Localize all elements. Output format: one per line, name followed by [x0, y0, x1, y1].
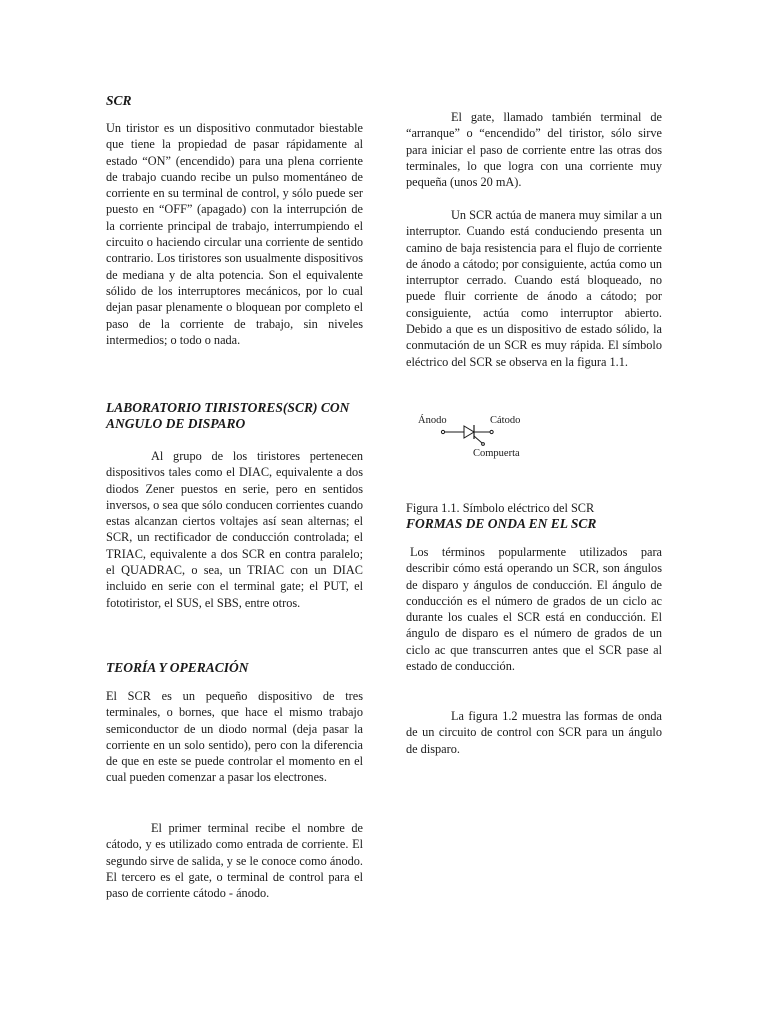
gate-label: Compuerta: [473, 448, 520, 459]
paragraph-interruptor: Un SCR actúa de manera muy similar a un interruptor. Cuando está conduciendo presenta un camino de baja resistencia para el flujo de corriente de ánodo a cátodo; por consiguiente, actúa como un interruptor cerrado. Cuando está bloqueado, no puede fluir corriente de ánodo a cátodo; por consiguiente, actúa como interruptor abierto. Debido a que es un dispositivo de estado sólido, la conmutación de un SCR es muy rápida. El símbolo eléctrico del SCR se observa en la figura 1.1.: [406, 208, 662, 369]
anode-label: Ánodo: [418, 415, 447, 426]
paragraph-teoria-1: El SCR es un pequeño dispositivo de tres terminales, o bornes, que hace el mismo trabajo semiconductor de un diodo normal (deja pasar la corriente en un solo sentido), pero con la diferencia de que en este se puede controlar el momento en el cual pueden comenzar a pasar los electrones.: [106, 689, 363, 785]
paragraph-laboratorio: Al grupo de los tiristores pertenecen dispositivos tales como el DIAC, equivalente a dos diodos Zener puestos en serie, pero en sentidos inversos, o sea que sólo conducen corrientes cuando estas alcanzan ciertos voltajes así sean alternas; el SCR, un rectificador de conducción controlada; el TRIAC, equivalente a dos SCR en contra paralelo; el QUADRAC, o sea, un TRIAC con un DIAC incluido en serie con el terminal gate; el PUT, el fototiristor, el SUS, el SBS, entre otros.: [106, 449, 363, 610]
scr-symbol-figure: [410, 412, 540, 462]
paragraph-gate: El gate, llamado también terminal de “arranque” o “encendido” del tiristor, sólo sirve para iniciar el paso de corriente entre las otras dos terminales, lo que logra con una corriente muy pequeña (unos 20 mA).: [406, 110, 662, 190]
paragraph-scr-intro: Un tiristor es un dispositivo conmutador biestable que tiene la propiedad de pasar rápidamente al estado “ON” (encendido) para una plena corriente de trabajo cuando recibe un pulso momentáneo de corriente en su terminal de control, y sólo puede ser puesto en “OFF” (apagado) con la interrupción de la corriente principal de trabajo, interrumpiendo el circuito o haciendo circular una corriente de sentido contrario. Los tiristores son usualmente dispositivos de mediana y de alta potencia. Son el equivalente sólido de los interruptores mecánicos, por lo cual dejan pasar plenamente o bloquean por completo el paso de la corriente de trabajo, sin niveles intermedios; o todo o nada.: [106, 121, 363, 347]
paragraph-figura-1-2: La figura 1.2 muestra las formas de onda de un circuito de control con SCR para un ángulo de disparo.: [406, 709, 662, 756]
section-title-teoria: TEORÍA Y OPERACIÓN: [106, 660, 249, 675]
section-title-formas-de-onda: FORMAS DE ONDA EN EL SCR: [406, 516, 597, 531]
section-title-scr: SCR: [106, 93, 132, 108]
section-title-laboratorio: LABORATORIO TIRISTORES(SCR) CON ANGULO DE DISPARO: [106, 400, 350, 431]
figure-caption: Figura 1.1. Símbolo eléctrico del SCR: [406, 501, 595, 516]
paragraph-formas-de-onda: Los términos popularmente utilizados para describir cómo está operando un SCR, son ángulos de disparo y ángulos de conducción. El ángulo de conducción es el número de grados de un ciclo ac durante los cuales el SCR está en conducción. El ángulo de disparo es el número de grados de un ciclo ac que transcurren antes que el SCR pase al estado de conducción.: [406, 545, 662, 674]
paragraph-teoria-2: El primer terminal recibe el nombre de cátodo, y es utilizado como entrada de corriente. El segundo sirve de salida, y se le conoce como ánodo. El tercero es el gate, o terminal de control para el paso de corriente cátodo - ánodo.: [106, 821, 363, 901]
cathode-label: Cátodo: [490, 415, 521, 426]
